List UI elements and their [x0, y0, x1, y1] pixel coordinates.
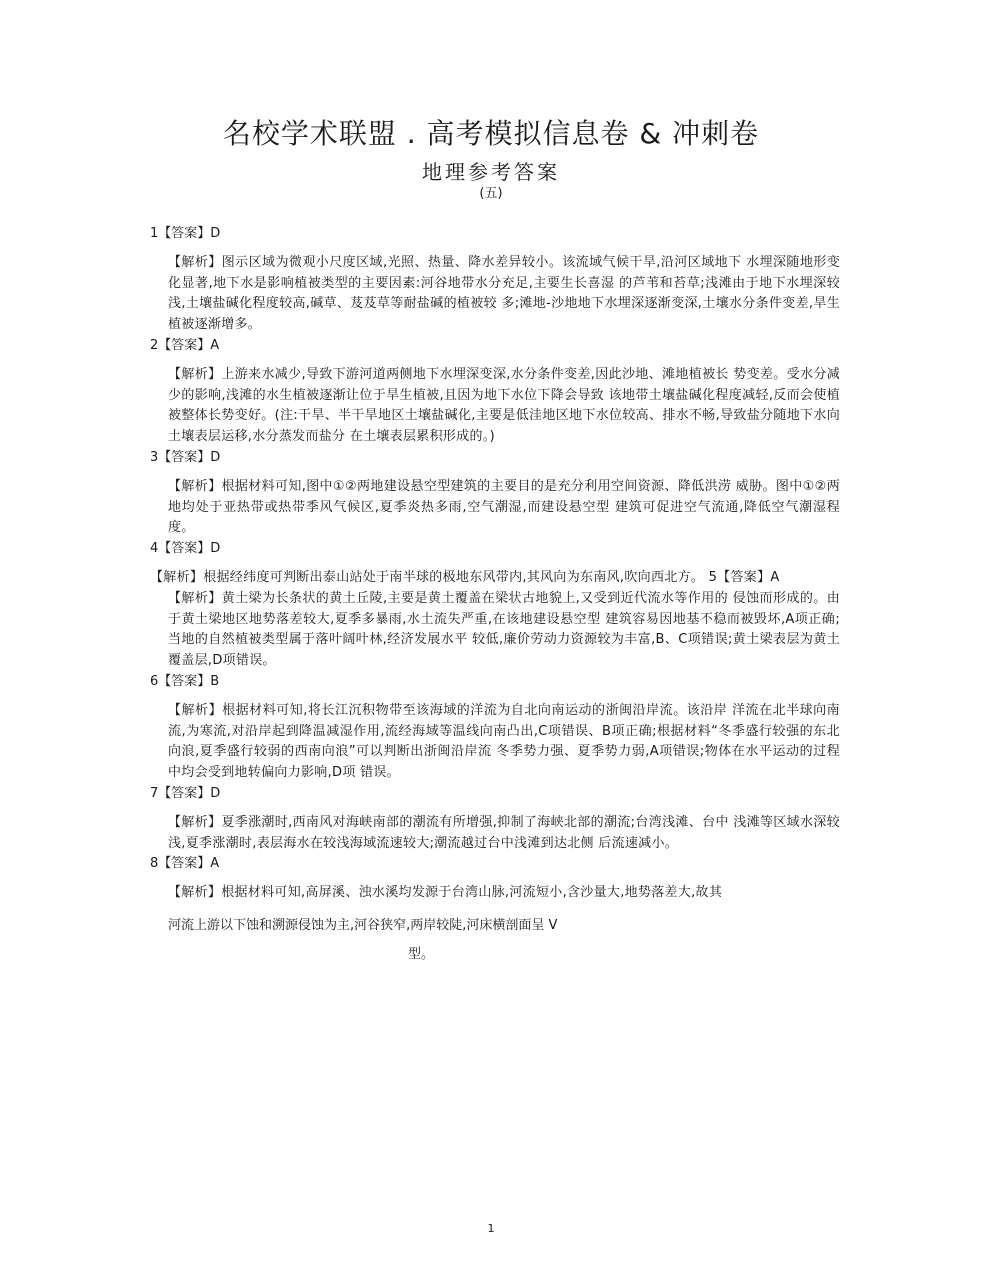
page-title: 名校学术联盟 . 高考模拟信息卷 & 冲刺卷: [222, 117, 760, 150]
answer-content: [150, 224, 840, 966]
analysis-text: 【解析】根据材料可知,高屏溪、浊水溪均发源于台湾山脉,河流短小,含沙量大,地势落差大,故其: [168, 885, 723, 901]
analysis-text-q4: 【解析】根据经纬度可判断出泰山站处于南半球的极地东风带内,其风向为东南风,吹向西北方。: [150, 569, 705, 585]
analysis-text: 【解析】上游来水减少,导致下游河道两侧地下水埋深变深,水分条件变差,因此沙地、滩地植被长 势变差。受水分减少的影响,浅滩的水生植被逐渐让位于旱生植被,且因为地下水位下降会导致 该地带土壤盐碱化程度减轻,反而会使植被整体长势变好。(注:干旱、半干旱地区土壤盐碱化,主要是低洼地区地下水位较高、排水不畅,导致盐分随地下水向土壤表层运移,水分蒸发而盐分 在土壤表层累积形成的。): [168, 366, 840, 445]
answer-line: 6【答案】B: [150, 673, 220, 689]
answer-line: 7【答案】D: [150, 785, 221, 801]
analysis-text: [150, 568, 840, 589]
analysis-text: 【解析】根据材料可知,将长江沉积物带至该海域的洋流为自北向南运动的浙闽沿岸流。该沿岸 洋流在北半球向南流,为寒流,对沿岸起到降温减湿作用,流经海域等温线向南凸出,C项错误、B项正确;根据材料“冬季盛行较强的东北向浪,夏季盛行较弱的西南向浪”可以判断出浙闽沿岸流 冬季势力强、夏季势力弱,A项错误;物体在水平运动的过程中均会受到地转偏向力影响,D项 错误。: [168, 702, 840, 781]
analysis-text: 【解析】图示区域为微观小尺度区域,光照、热量、降水差异较小。该流域气候干旱,沿河区域地下 水埋深随地形变化显著,地下水是影响植被类型的主要因素:河谷地带水分充足,主要生长喜湿 的芦苇和苔草;浅滩由于地下水埋深较浅,土壤盐碱化程度较高,碱草、芨芨草等耐盐碱的植被较 多;滩地-沙地地下水埋深逐渐变深,土壤水分条件变差,旱生植被逐渐增多。: [168, 254, 840, 333]
question-3: [150, 448, 840, 539]
answer-line: 2【答案】A: [150, 337, 220, 353]
question-5: [150, 589, 840, 672]
analysis-text-end: 型。: [408, 946, 435, 962]
page-number: 1: [487, 1222, 495, 1235]
question-6: [150, 672, 840, 784]
analysis-text-continued: 河流上游以下蚀和溯源侵蚀为主,河谷狭窄,两岸较陡,河床横剖面呈 V: [168, 917, 558, 933]
analysis-text: 【解析】根据材料可知,图中①②两地建设悬空型建筑的主要目的是充分利用空间资源、降低洪涝 威胁。图中①②两地均处于亚热带或热带季风气候区,夏季炎热多雨,空气潮湿,而建设悬空型 建筑可促进空气流通,降低空气潮湿程度。: [168, 478, 840, 536]
question-4: [150, 539, 840, 589]
answer-line: 4【答案】D: [150, 541, 221, 557]
volume-label: (五): [479, 186, 503, 201]
analysis-text: 【解析】黄土梁为长条状的黄土丘陵,主要是黄土覆盖在梁状古地貌上,又受到近代流水等作用的 侵蚀而形成的。由于黄土梁地区地势落差较大,夏季多暴雨,水土流失严重,在该地建设悬空型 建筑容易因地基不稳而被毁坏,A项正确;当地的自然植被类型属于落叶阔叶林,经济发展水平 较低,廉价劳动力资源较为丰富,B、C项错误;黄土梁表层为黄土覆盖层,D项错误。: [168, 590, 840, 669]
question-1: [150, 224, 840, 336]
question-2: [150, 336, 840, 448]
answer-line: 1【答案】D: [150, 226, 221, 241]
question-8: [150, 854, 840, 965]
analysis-text: 【解析】夏季涨潮时,西南风对海峡南部的潮流有所增强,抑制了海峡北部的潮流;台湾浅滩、台中 浅滩等区域水深较浅,夏季涨潮时,表层海水在较浅海域流速较大;潮流越过台中浅滩到达北侧 后流速减小。: [168, 814, 840, 851]
question-7: [150, 784, 840, 854]
answer-line-q5: 5【答案】A: [708, 569, 780, 585]
answer-line: 8【答案】A: [150, 856, 220, 872]
page-subtitle: 地理参考答案: [422, 160, 560, 184]
answer-line: 3【答案】D: [150, 449, 221, 465]
